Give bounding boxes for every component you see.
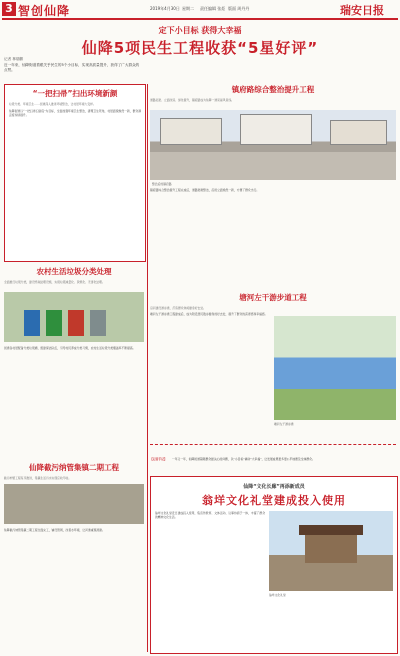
page-designer: 版面 周丹丹 [228, 6, 250, 11]
building-shape [160, 118, 222, 145]
road-photo [150, 110, 396, 180]
section-name: 智创仙降 [18, 4, 71, 18]
culture-hall-photo-caption: 翁垟文化礼堂 [269, 593, 286, 597]
bin-grey [90, 310, 106, 336]
article-garbage-intro: 全面推行垃圾分类，建设终端处理设施，实现垃圾减量化、资源化、无害化处理。 [4, 280, 105, 284]
article-sewage-title: 仙降截污纳管集镇二期工程 [29, 463, 119, 472]
article-trail [150, 292, 396, 442]
article-environment-body: 仙降街道以“一把扫帚扫到底”为目标，全面加强环境卫生整治，清理卫生死角，村居面貌焕然一新，群众满意度持续提升。 [9, 109, 141, 118]
hall-roof [299, 525, 363, 535]
article-sewage-body: 仙降截污纳管集镇二期工程全面完工，铺设管网，改善水环境，让河道重现清澈。 [4, 528, 105, 532]
garbage-bins-photo [4, 292, 144, 342]
section-number-badge: 3 [2, 2, 16, 16]
bin-red [68, 310, 84, 336]
bin-green [46, 310, 62, 336]
article-garbage-body: 街道各村居配备分类垃圾桶，组建保洁队伍，引导村民养成分类习惯，农村生活垃圾分类覆盖率不断提高。 [4, 346, 136, 350]
article-sewage-intro: 截污纳管工程有序推进，集镇生活污水实现应收尽收。 [4, 476, 72, 480]
main-lead: 近一年来，仙降街道着眼关乎民生的5个小目标，实现高质量提升，获得了广大群众的点赞。 [4, 63, 140, 72]
article-trail-title: 塘河左干游步道工程 [239, 293, 307, 302]
article-culture-hall-kicker: 仙降“文化长廊”再添新成员 [243, 484, 305, 490]
article-road-title: 镇府路综合整治提升工程 [231, 85, 315, 94]
issue-weekday: 星期二 [182, 6, 194, 11]
article-culture-hall-title: 翁垟文化礼堂建成投入使用 [202, 494, 346, 507]
sewage-photo [4, 484, 144, 524]
article-environment [4, 84, 146, 262]
article-garbage [4, 266, 144, 458]
header-rule [2, 18, 398, 20]
issue-date: 2019年4月30日 [150, 6, 180, 11]
editor-note [150, 444, 396, 465]
column-divider [147, 84, 148, 652]
main-headline: 仙降5项民生工程收获“5星好评” [81, 39, 319, 57]
trail-photo-caption: 塘河左干游步道 [274, 422, 294, 426]
hall-body [305, 535, 357, 563]
building-shape [240, 114, 312, 145]
article-culture-hall-body: 翁垟文化礼堂近日建成投入使用，集宣传教育、文体活动、议事协商于一体，丰富了群众的精神文化生活。 [155, 511, 265, 520]
article-sewage [4, 462, 144, 652]
culture-hall-photo [269, 511, 393, 591]
newspaper-masthead: 瑞安日报 [340, 4, 384, 17]
article-environment-intro: 垃圾分类、环境卫生……街道深入推进环境整治，让村居环境大变样。 [9, 102, 96, 106]
editor-note-text: 一年又一年，仙降街道着眼群众最关心的问题，以“小目标”撬动“大幸福”，让发展成果更多更公平地惠及全体群众。 [171, 457, 315, 461]
main-kicker: 定下小目标 获得大幸福 [158, 26, 242, 35]
article-trail-body: 塘河左干游步道工程建成后，成为附近居民散步健身的好去处，提升了群众的获得感和幸福感。 [150, 312, 268, 316]
responsible-editor: 责任编辑 张炬 [200, 6, 226, 11]
main-byline: 记者 林瑞麒 [4, 57, 24, 61]
article-culture-hall [150, 476, 398, 654]
article-environment-title: “一把扫帚”扫出环境新颜 [32, 89, 118, 98]
trail-photo [274, 316, 396, 420]
article-road-body: 镇府路综合整治提升工程完成后，道路宽敞整洁，沿街立面焕然一新，方便了群众出行。 [150, 188, 260, 192]
road-photo-caption: 整治后的镇府路 [152, 182, 172, 186]
editor-note-label: 【记者手记】 [150, 457, 167, 461]
article-garbage-title: 农村生活垃圾分类处理 [36, 267, 112, 276]
article-road-intro: 道路拓宽、立面改造、绿化提升，镇府路成为仙降一道亮丽风景线。 [150, 98, 234, 102]
bin-blue [24, 310, 40, 336]
building-shape [330, 120, 387, 145]
article-trail-intro: 沿河建设游步道，打造群众休闲健身好去处。 [150, 306, 206, 310]
article-road [150, 84, 396, 260]
